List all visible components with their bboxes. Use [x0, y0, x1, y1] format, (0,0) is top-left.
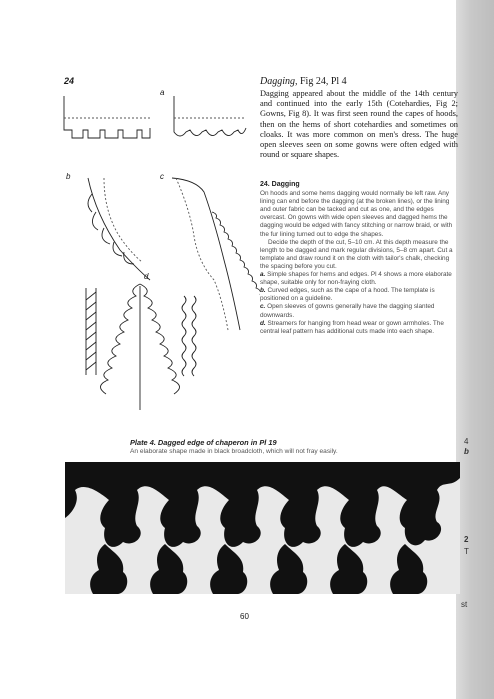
streamer-drawings: [86, 284, 196, 410]
figure-label-a: a: [160, 88, 165, 97]
square-dagging-drawing: [64, 96, 150, 138]
intro-paragraph: Dagging appeared about the middle of the 14th century and continued into the early 15th (Cotehardies, Fig 2; Gowns, Fig 8). It was first seen round the capes of hoods, then on the hems of short cotehardies and sometimes on cloaks. It was more common on men's dress. The huge open sleeves seen on some gowns were often edged with round or square shapes.: [260, 89, 458, 160]
title-rest: Fig 24, Pl 4: [297, 76, 347, 87]
page-number: 60: [240, 612, 249, 621]
figure-label-d: d: [144, 272, 149, 281]
figure-label-c: c: [160, 172, 164, 181]
list-item: b. Curved edges, such as the cape of a hood. The template is positioned on a guideline.: [260, 287, 435, 303]
section-paragraph-1: On hoods and some hems dagging would normally be left raw. Any lining can end before the dagging (at the broken lines), or the lining and outer fabric can be tacked and cut as one, and the edges overcast. On gowns with wide open sleeves and dagged hems the dagging would be edged with fancy stitching or narrow braid, or with the fur lining turned out to edge the shapes.: [260, 190, 453, 238]
figure-label-b: b: [66, 172, 71, 181]
edge-fragment: 4: [464, 437, 469, 446]
edge-fragment: st: [461, 600, 468, 609]
plate-caption: Plate 4. Dagged edge of chaperon in Pl 19: [130, 438, 277, 447]
curved-edge-drawing: [88, 178, 150, 280]
plate-subcaption: An elaborate shape made in black broadcloth, which will not fray easily.: [130, 448, 338, 455]
instructions-section: [260, 181, 458, 336]
page-title: [260, 76, 347, 87]
next-page-edge: [456, 0, 494, 699]
sleeve-dagging-drawing: [172, 178, 260, 330]
section-paragraph-2: Decide the depth of the cut, 5–10 cm. At this depth measure the length to be dagged and mark regular divisions, 5–8 cm apart. Cut a template and draw round it on the cloth with tailor's chalk, checking the spacing before you cut.: [260, 238, 453, 270]
title-italic: Dagging,: [260, 76, 298, 87]
section-heading: 24. Dagging: [260, 181, 300, 188]
edge-fragment: 2: [464, 535, 469, 544]
plate-photo: [65, 462, 460, 594]
list-item: d. Streamers for hanging from head wear or gown armholes. The central leaf pattern has additional cuts made into each shape.: [260, 319, 444, 335]
list-item: a. Simple shapes for hems and edges. Pl 4 shows a more elaborate shape, suitable only for non-fraying cloth.: [260, 271, 452, 287]
edge-fragment: b: [464, 447, 469, 456]
dagged-cloth-image: [65, 462, 460, 594]
dagging-diagram: [0, 0, 260, 440]
list-item: c. Open sleeves of gowns generally have the dagging slanted downwards.: [260, 303, 435, 319]
rounded-dagging-drawing: [174, 96, 246, 136]
edge-fragment: T: [464, 547, 469, 556]
figure-number: 24: [64, 76, 75, 86]
